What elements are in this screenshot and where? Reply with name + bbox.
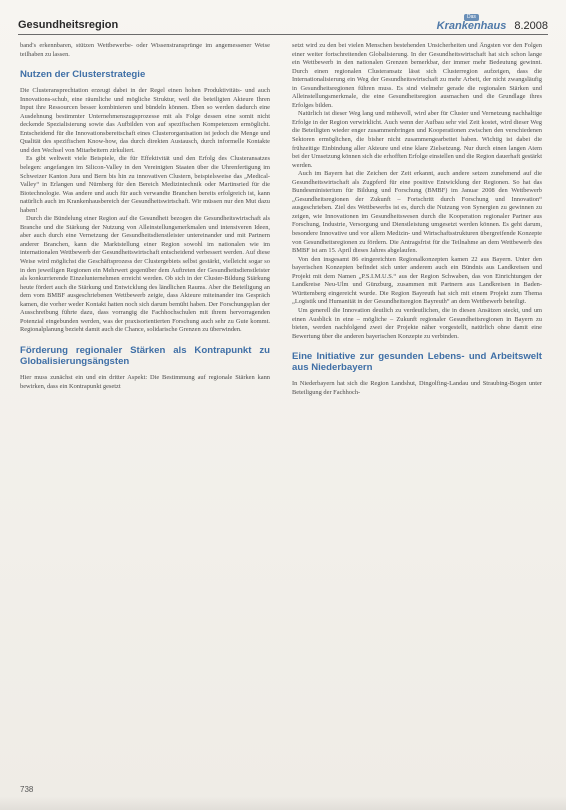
body-paragraph: Um generell die Innovation deutlich zu verdeutlichen, die in diesen Ansätzen steckt, und um einen Ausblick in eine – mögliche – Zukunft regionaler Gesundheitsregionen in Bayern zu bieten, werden nachfolgend zwei der Projekte näher vorgestellt, natürlich ohne damit eine Bewertung über die anderen bayerischen Konzepte zu verbinden.	[292, 306, 542, 340]
body-paragraph: Durch die Bündelung einer Region auf die Gesundheit bezogen die Gesundheitswirtschaft als Branche und die Stärkung der Nutzung von Alleinstellungsmerkmalen und intensiveren Ideen, aber auch durch eine Vernetzung der Gesundheitsdienstleister untereinander und mit Partnern anderer Branchen, kann die Marktstellung einer Region sowohl im nationalen wie im internationalen Wettbewerb der Gesundheitswirtschaft entscheidend verbessert werden. Auf diese Weise wird möglichst die Geschäftsprozess der Clustergebiets selbst gestärkt, vielleicht sogar so in den jeweiligen Regionen ein Mehrwert gegenüber dem Auftreten der Gesundheitsdienstleister als konkurrierende Einzelunternehmen erreicht werden. Ob sich in der Cluster-Bildung Stärkung heute fördert auch die Stärkung und Entwicklung des ländlichen Raums. Aber die Beteiligung an dem vom BMBF ausgeschriebenen Wettbewerb zeigte, dass Akteure miteinander ins Gespräch kamen, die vorher weder Kontakt hatten noch sich darum bemüht haben. Der Forschungsplan der Ausschreibung führte dazu, dass vorrangig die Fachhochschulen mit ihrem hervorragenden Potenzial eingebunden werden, was der praxisorientierten Forschung auch sehr zu Gute kommt. Regionalplanung bezieht damit auch die Chance, solidarische Grenzen zu überwinden.	[20, 215, 270, 334]
body-paragraph: Von den insgesamt 86 eingereichten Regionalkonzepten kamen 22 aus Bayern. Unter den bayerischen Konzepten befindet sich unter anderem auch ein Bündnis aus Landkreisen und Projekt mit dem Namen „P.S.I.M.U.S.“ aus der Region Schwaben, das von Einrichtungen der Landkreise Neu-Ulm und Günzburg, zusammen mit Partnern aus Landkreisen in Baden-Württemberg eingereicht wurde. Die Region Bayreuth hat sich mit einem Projekt zum Thema „Logistik und Humanität in der Gesundheitsregion Bayreuth“ an dem Wettbewerb beteiligt.	[292, 255, 542, 306]
body-paragraph: Die Clusteransprechtation erzeugt dabei in der Regel einen hohen Produktivitäts- und auch Innovations-schub, eine räumliche und mögliche Struktur, weil die beteiligten Akteure Ihren Input ihre Ressourcen besser kombinieren und bündeln können. Eben so werden dadurch eine Ausdehnung bestimmter Unternehmenszugsprozesse mit als Folge dessen eine somit nicht deckende Spezialisierung sowie das Aufbilden von auf spezifischen Kompetenzen ermöglicht. Entscheidend für die Innovationsbereitschaft eines Clusterorganisation ist jedoch die Menge und Qualität des spezifischen Know-how, das durch direkten Austausch, durch informelle Kontakte und den Wechsel von Mitarbeitern zirkuliert.	[20, 87, 270, 154]
issue-number: 8.2008	[514, 20, 548, 32]
body-paragraph: setzt wird zu den bei vielen Menschen bestehenden Unsicherheiten und Ängsten vor den Folgen einer weiter fortschreitenden Globalisierung. In der Gesundheitswirtschaft hat sich schon lange ein Wettbewerb in den nationalen Grenzen bemerkbar, der immer mehr Bedeutung gewinnt. Durch einen regionalen Clusteransatz lässt sich Clusterregion aufzeigen, dass die Internationalisierung ein Weg der Gesundheitswirtschaft zu mehr Arbeit, der nicht zwangsläufig in Gesundheitsregionen führen muss. Es sind vielmehr gerade die regionalen Stärken und Alleinstellungsmerkmale, die eine Gesundheitsregion ausmachen und die Grundlage ihres Erfolges bilden.	[292, 42, 542, 109]
right-column	[292, 42, 542, 397]
intro-paragraph: band's erkennbaren, stützen Wettbewerbe- oder Wissenstransprünge im angemessener Weise teilhaben zu lassen.	[20, 42, 270, 58]
left-column	[20, 42, 270, 391]
body-paragraph: Auch im Bayern hat die Zeichen der Zeit erkannt, auch andere setzen zunehmend auf die Gesundheitswirtschaft als Zugpferd für eine positive Entwicklung der Regionen. So hat das Bundesministerium für Bildung und Forschung (BMBF) im Januar 2008 den Wettbewerb „Gesundheitsregionen der Zukunft – Fortschritt durch Forschung und Innovation“ ausgeschrieben. Ziel des Wettbewerbs ist es, durch die Nutzung von Synergien zu gewinnen zu zeigen, wie Innovationen im Gesundheitswesen durch die Kooperation regionaler Partner aus Forschung, Industrie, Versorgung und Dienstleistung umgesetzt werden können. Es geht darum, besondere Innovative und vor allem Medizin- und Wirtschaftsstrukturen übergreifende Konzepte von Gesundheitsregionen zu fördern. Die Antragsfrist für die Teilnahme an dem Wettbewerb des BMBF ist am 15. April dieses Jahres abgelaufen.	[292, 170, 542, 255]
body-paragraph: Es gibt weltweit viele Beispiele, die für Effektivität und den Erfolg des Clusteransatzes belegen: angefangen im Silicon-Valley in den Vereinigten Staaten über die Uhrenfertigung im Schweizer Kanton Jura und Bern bis hin zu innovativen Clustern, beispielsweise das „Medical-Valley“ in Erlangen und Nürnberg für den Bereich Medizintechnik oder Martinsried für die Biotechnologie. Was andere und auch für auch verwandte Branchen bereits erfolgreich ist, kann natürlich auch im Krankenhausbereich der Gesundheitswirtschaft. Wir müssen nur den Mut dazu haben!	[20, 155, 270, 214]
magazine-logo	[437, 14, 507, 32]
heading-initiative: Eine Initiative zur gesunden Lebens- und Arbeitswelt aus Niederbayern	[292, 351, 542, 374]
scan-shadow	[0, 796, 566, 810]
logo-top-text: Das	[464, 14, 479, 21]
body-paragraph: Natürlich ist dieser Weg lang und mühevoll, wird aber für Cluster und Vernetzung nachhaltige Erfolge in der Region verwirklicht. Auch wenn der Aufbau sehr viel Zeit kostet, wird dieser Weg die Beteiligten wieder enger zusammenbringen und Kooperationen zwischen den verschiedenen Sektoren ermöglichen, die bisher nicht zusammengearbeitet haben. Wichtig ist dabei die frühzeitige Einbindung aller Akteure und eine klare Zielsetzung. Nur durch einen langen Atem bei der Umsetzung können sich die erhofften Erfolge einstellen und die Region dauerhaft gestärkt werden.	[292, 110, 542, 169]
page-number: 738	[20, 785, 34, 794]
body-paragraph: Hier muss zunächst ein und ein dritter Aspekt: Die Bestimmung auf regionale Stärken kann bewirken, dass ein Kontrapunkt gesetzt	[20, 373, 270, 390]
heading-foerderung: Förderung regionaler Stärken als Kontrapunkt zu Globalisierungsängsten	[20, 344, 270, 367]
header-right	[437, 14, 548, 34]
section-title: Gesundheitsregion	[18, 19, 119, 31]
logo-main-text: Krankenhaus	[436, 20, 507, 32]
page-header	[18, 10, 548, 35]
heading-nutzen: Nutzen der Clusterstrategie	[20, 69, 146, 81]
body-paragraph: In Niederbayern hat sich die Region Landshut, Dingolfing-Landau und Straubing-Bogen unter Beteiligung der Fachhoch-	[292, 380, 542, 396]
